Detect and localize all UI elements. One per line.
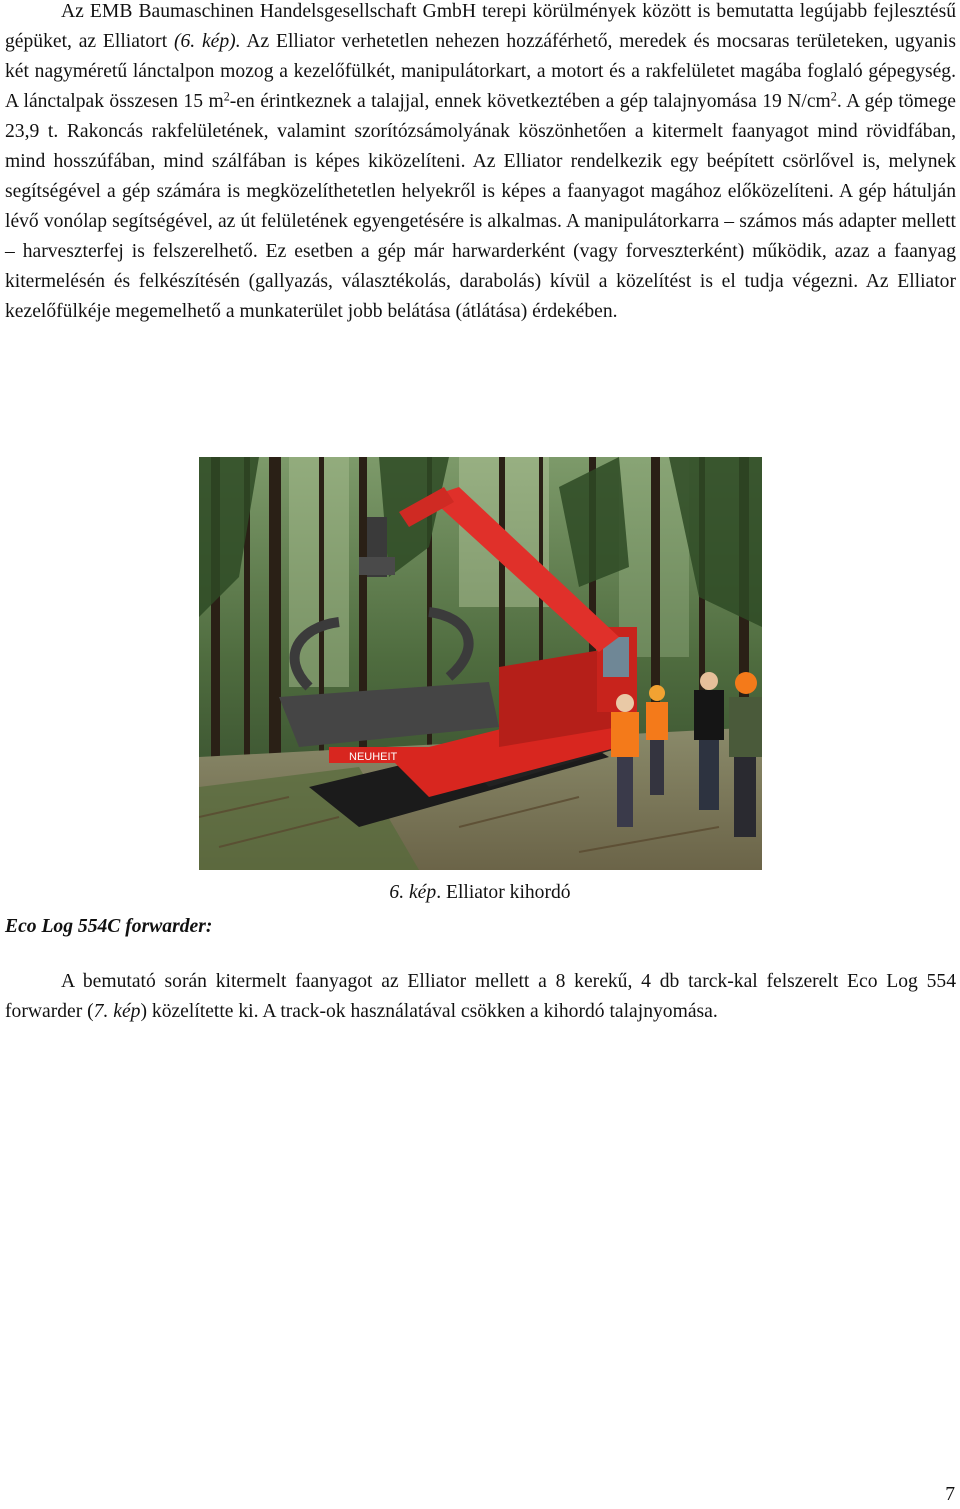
paragraph-text: A bemutató során kitermelt faanyagot az Elliator mellett a 8 kerekű, 4 db tarck-kal felszerelt Eco Log 554 forwarder (: [5, 971, 956, 1022]
paragraph-text: -en érintkeznek a talajjal, ennek következtében a gép talajnyomása 19 N/cm: [229, 91, 831, 112]
elliator-forwarder-photo: [199, 457, 762, 870]
body-paragraph-ecolog: [5, 967, 956, 1027]
figure-reference: (6. kép).: [173, 31, 241, 52]
figure-caption: [0, 880, 960, 906]
machine-label: NEUHEIT: [349, 751, 398, 763]
superscript: 2: [830, 89, 837, 104]
paragraph-text: Az EMB Baumaschinen Handelsgesellschaft GmbH terepi körülmények között is bemutatta legújabb fejlesztésű gépüket, az Elliatort: [5, 1, 956, 52]
paragraph-text: Az Elliator verhetetlen nehezen hozzáférhető, meredek és mocsaras területeken, ugyanis két nagyméretű lánctalpon mozog a kezelőfülkét, manipulátorkart, a motort és a rakfelületet magába foglaló gépegység. A lánctalpak összesen 15 m: [5, 31, 957, 112]
section-title: Eco Log 554C forwarder:: [5, 916, 213, 937]
paragraph-text: ) közelítette ki. A track-ok használatával csökken a kihordó talajnyomása.: [140, 1001, 718, 1022]
caption-figure-number: 6. kép: [389, 882, 437, 903]
body-paragraph-elliator: [5, 0, 956, 327]
figure-reference: 7. kép: [93, 1001, 141, 1022]
paragraph-text: . A gép tömege 23,9 t. Rakoncás rakfelületének, valamint szorítózsámolyának köszönhetően a kitermelt faanyagot mind rövidfában, mind hosszúfában, mind szálfában is képes kiközelíteni. Az Elliator rendelkezik egy beépített csörlővel is, melynek segítségével a gép számára is megközelíthetetlen helyekről is képes a faanyagot magához előközelíteni. A gép hátulján lévő vonólap segítségével, az út felületének egyengetésére is alkalmas. A manipulátorkarra – számos más adapter mellett – harveszterfej is felszerelhető. Ez esetben a gép már harwarderként (vagy forveszterként) működik, azaz a faanyag kitermelésén és felkészítésén (gallyazás, választékolás, darabolás) kívül a közelítést is el tudja végezni. Az Elliator kezelőfülkéje megemelhető a munkaterület jobb belátása (átlátása) érdekében.: [5, 91, 956, 322]
page-number: 7: [945, 1484, 955, 1505]
superscript: 2: [223, 89, 230, 104]
caption-text: . Elliator kihordó: [436, 882, 571, 903]
